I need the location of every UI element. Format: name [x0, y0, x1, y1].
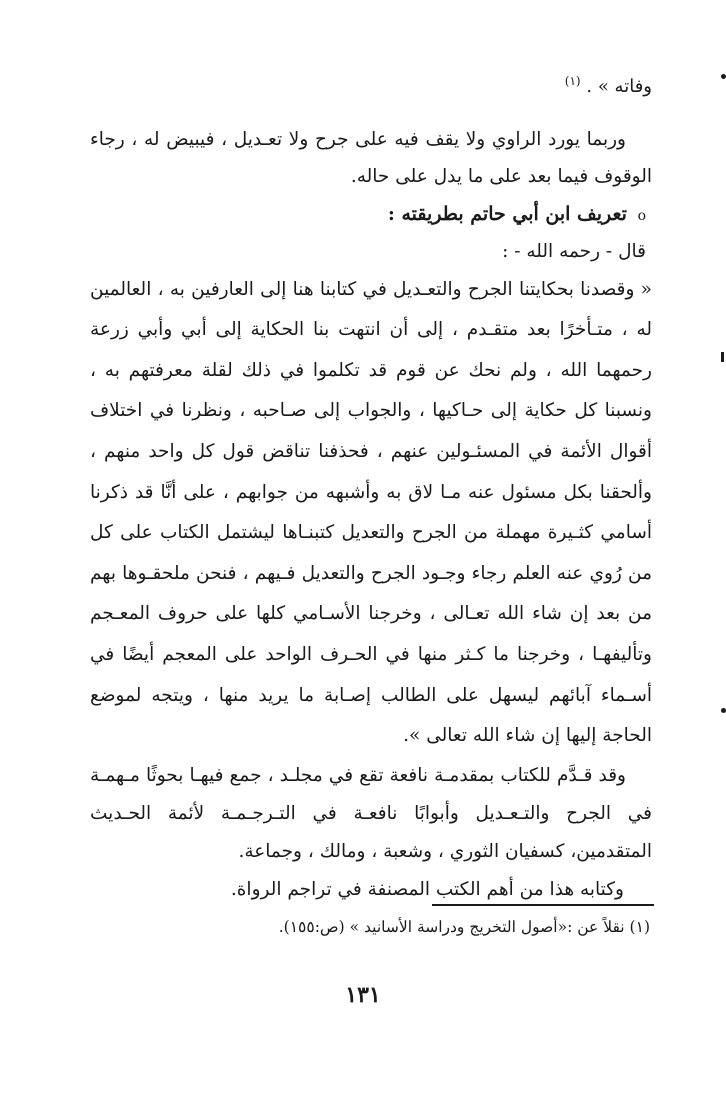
quote-paragraph: « وقصدنا بحكايتنا الجرح والتعـديل في كتابنا هنا إلى العارفين به ، العالمين له ، متـأخرًا بعد متقـدم ، إلى أن انتهت بنا الحكاية إلى أبي وأبي زرعة رحمهما الله ، ولم نحك عن قوم قد تكلموا في ذلك لقلة معرفتهم به ، ونسبنا كل حكاية إلى حـاكيها ، والجواب إلى صـاحبه ، ونظرنا في اختلاف أقوال الأئمة في المسئـولين عنهم ، فحذفنا تناقض قول كل واحد منهم ، وألحقنا بكل مسئول عنه مـا لاق به وأشبهه من جوابهم ، على أنَّا قد ذكرنا أسامي كثـيرة مهملة من الجرح والتعديل كتبنـاها ليشتمل الكتاب على كل من رُوي عنه العلم رجاء وجـود الجرح والتعديل فـيهم ، فنحن ملحقـوها بهم من بعد إن شاء الله تعـالى ، وخرجنا الأسـامي كلها على حروف المعـجم وتأليفهـا ، وخرجنا ما كـثر منها في الحـرف الواحد على المعجم أيضًا في أسـماء آبائهم ليسهل على الطالب إصـابة ما يريد منها ، ويتجه لموضع الحاجة إليها إن شاء الله تعالى ». — [90, 278, 652, 747]
footnote-ref: (١) — [629, 918, 650, 936]
said-line: قال - رحمه الله - : — [502, 240, 646, 262]
section-heading — [90, 196, 652, 234]
preface-paragraph: وقد قـدَّم للكتاب بمقدمـة نافعة تقع في مجلـد ، جمع فيهـا بحوثًا مـهمـة في الجرح والتـعـديل وأبوابًا نافعـة في التـرجـمـة لأئمة الحـديث المتقدمين، كسفيان الثوري ، وشعبة ، ومالك ، وجماعة. — [90, 764, 652, 862]
footnote-divider — [432, 904, 654, 906]
page-number: ١٣١ — [345, 982, 381, 1008]
margin-dot-top — [721, 74, 726, 79]
footnote-ref-marker: (١) — [564, 74, 581, 88]
continuation-tail: . — [586, 76, 593, 97]
heading-suffix: : — [387, 202, 395, 225]
heading-bullet-icon: o — [637, 207, 646, 224]
continuation-text: وفاته » — [597, 76, 652, 97]
footnote — [90, 914, 650, 940]
page-body — [90, 52, 652, 909]
margin-mark-middle — [721, 352, 724, 362]
heading-title: تعريف ابن أبي حاتم بطريقته — [401, 202, 627, 225]
margin-dot-lower — [721, 708, 726, 713]
footnote-text: نقلاً عن :«أصول التخريج ودراسة الأسانيد » (ص:١٥٥). — [278, 918, 625, 936]
intro-paragraph: وربما يورد الراوي ولا يقف فيه على جرح ولا تعـديل ، فيبيض له ، رجاء الوقوف فيما بعد على ما يدل على حاله. — [90, 129, 652, 187]
continuation-line — [90, 70, 652, 104]
closing-paragraph: وكتابه هذا من أهم الكتب المصنفة في تراجم الرواة. — [230, 878, 624, 900]
